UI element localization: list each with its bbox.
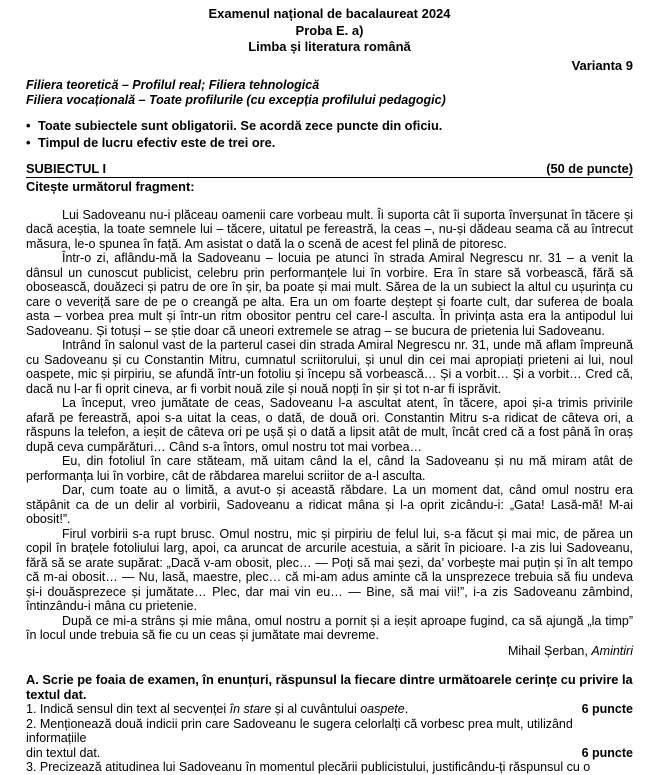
exam-header xyxy=(26,6,633,56)
exam-subject: Limba și literatura română xyxy=(248,39,411,54)
filiera-line-1: Filiera teoretică – Profilul real; Filiera tehnologică xyxy=(26,77,320,92)
subiect-points: (50 de puncte) xyxy=(546,160,633,176)
section-a-heading: A. Scrie pe foaia de examen, în enunțuri, răspunsul la fiecare dintre următoarele cerințe cu privire la textul dat. xyxy=(26,672,633,702)
requirement-text: 3. Precizează atitudinea lui Sadoveanu în momentul plecării publicistului, justificându-ți răspunsul cu o xyxy=(26,760,591,774)
source-work: Amintiri xyxy=(591,643,633,658)
requirement-points: 6 puncte xyxy=(581,702,633,716)
fragment-source xyxy=(26,644,633,659)
rule-item: • Timpul de lucru efectiv este de trei ore. xyxy=(26,134,633,151)
requirement-3 xyxy=(26,760,633,775)
exam-title: Examenul național de bacalaureat 2024 xyxy=(208,6,451,21)
rule-item: • Toate subiectele sunt obligatorii. Se acordă zece puncte din oficiu. xyxy=(26,117,633,134)
fragment-paragraph: După ce mi-a strâns și mie mâna, omul nostru a pornit și a ieșit aproape fugind, ca să ajungă „la timp” în locul unde trebuia să fie cu un ceas și jumătate mai devreme. xyxy=(26,613,633,642)
source-author: Mihail Șerban, xyxy=(507,643,588,658)
rules-list xyxy=(26,117,633,151)
fragment-paragraph: Intrând în salonul vast de la parterul casei din strada Amiral Negrescu nr. 31, unde mă aflam împreună cu Sadoveanu și cu Constantin Mitru, cumnatul scriitorului, și unul din cei mai apropiați prieteni ai lui, noul oaspete, mic și pirpiriu, se afundă într-un fotoliu și începu să vorbească… Și a vorbit… Și a vorbit… Cred că, dacă nu l-ar fi oprit cineva, ar fi vorbit nouă zile și nouă nopți în șir și tot n-ar fi isprăvit. xyxy=(26,338,633,396)
requirement-1 xyxy=(26,702,633,717)
requirement-points: 6 puncte xyxy=(581,745,633,760)
fragment-paragraph: Eu, din fotoliul în care stăteam, mă uitam când la el, când la Sadoveanu și nu mă miram atât de performanța lui în vorbire, cât de răbdarea marelui scriitor de a-l asculta. xyxy=(26,454,633,483)
fragment-paragraph: Lui Sadoveanu nu-i plăceau oamenii care vorbeau mult. Îi suporta cât îi suporta înverșunat în tăcere și dacă aceștia, la toate semnele lui – tăcere, uitatul pe fereastră, la ceas –, nu-și dădeau seama că au întrecut măsura, le-o spunea în față. Am asistat o dată la o scenă de acest fel plină de pitoresc. xyxy=(26,207,633,251)
filiera-line-2: Filiera vocațională – Toate profilurile (cu excepția profilului pedagogic) xyxy=(26,93,446,107)
subiect-title: SUBIECTUL I xyxy=(26,160,107,176)
fragment-paragraph: Dar, cum toate au o limită, a avut-o și această răbdare. La un moment dat, când omul nostru era stăpânit ca de un delir al vorbirii, Sadoveanu a ridicat mâna și l-a oprit zicându-i: „Gata! Lasă-mă! M-ai obosit!”. xyxy=(26,483,633,526)
fragment-paragraph: La început, vreo jumătate de ceas, Sadoveanu l-a ascultat atent, în tăcere, apoi și-a trimis privirile afară pe fereastră, apoi s-a uitat la ceas, o dată, de două ori. Constantin Mitru s-a ridicat de câteva ori, a răspuns la telefon, a ieșit de câteva ori pe ușă și o dată a lipsit atât de mult, încât cred că a fost până în oraș după ceva cumpărături… Când s-a întors, omul nostru tot mai vorbea… xyxy=(26,396,633,454)
fragment-paragraph: Într-o zi, aflându-mă la Sadoveanu – locuia pe atunci în strada Amiral Negrescu nr. 31 – a venit la dânsul un cunoscut publicist, celebru prin performanțele lui în vorbire. Era în stare să vorbească, fără să obosească, douăzeci și patru de ore în șir, ba poate și mai mult. Sărea de la un subiect la altul cu ușurința cu care o veveriță sare de pe o creangă pe alta. Era un om foarte deștept și foarte cult, dar suferea de boala asta – vorbea prea mult și într-un ritm obositor pentru cel care-l asculta. În privința asta era la antipodul lui Sadoveanu. Și totuși – se știe doar că uneori extremele se atrag – se bucura de prietenia lui Sadoveanu. xyxy=(26,251,633,338)
fragment-paragraph: Firul vorbirii s-a rupt brusc. Omul nostru, mic și pirpiriu de felul lui, s-a făcut și mai mic, de părea un copil în brațele fotoliului larg, apoi, ca aruncat de arcurile acestuia, a sărit în picioare. I-a zis lui Sadoveanu, fără să se arate supărat: „Dacă v-am obosit, plec… — Poți să mai șezi, da’ vorbește mai puțin și în alt tempo că m-ai obosit… — Nu, lasă, maestre, plec… că mi-am adus aminte că la unsprezece trebuia să fiu undeva și-i douăsprezece și jumătate… Plec, dar mai vin eu… — Bine, să mai vii!”, i-a zis Sadoveanu zâmbind, întinzându-i mâna cu prietenie. xyxy=(26,526,633,613)
requirement-text: 1. Indică sensul din text al secvenței în stare și al cuvântului oaspete. xyxy=(26,702,409,716)
requirement-2 xyxy=(26,717,633,761)
exam-proba: Proba E. a) xyxy=(295,22,364,38)
fragment-text xyxy=(26,208,633,643)
instruction-text: Citește următorul fragment: xyxy=(26,178,195,194)
variant-label: Varianta 9 xyxy=(571,57,633,73)
subiect-heading xyxy=(26,161,633,178)
requirement-text-cont: din textul dat. xyxy=(26,745,101,760)
filiere-block xyxy=(26,78,633,109)
requirement-text: 2. Menționează două indicii prin care Sadoveanu le sugera celorlalți că vorbesc prea mult, utilizând informațiile xyxy=(26,716,573,745)
